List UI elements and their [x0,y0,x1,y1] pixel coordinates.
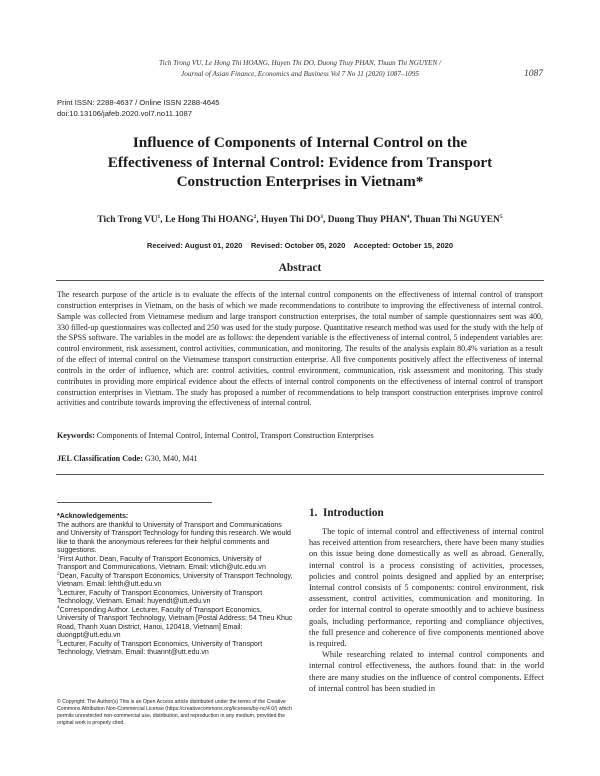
author-1: Tich Trong $VU^1$ [97,213,161,225]
running-head-authors: Tich Trong VU, Le Hong Thi HOANG, Huyen Thi DO, Duong Thuy PHAN, Thuan Thi NGUYEN / [158,59,442,67]
title-line-1: Influence of Components of Internal Control on the [132,134,468,151]
abstract-bottom-rule [56,474,544,475]
footnotes [57,513,293,658]
doi-line: doi:10.13106/jafeb.2020.vol7.no11.1087 [57,109,192,118]
submission-dates: Received: August 01, 2020 Revised: October 05, 2020 Accepted: October 15, 2020 [146,241,454,250]
acknowledgements-text: The authors are thankful to University of Transport and Communications and University of Transport Technology for funding this research. We would like to thank the anonymous referees for their helpful comments and suggestions. [57,521,291,554]
introduction-paragraph-2: While researching related to internal control components and internal control effectiveness, the authors found that: in the world there are many studies on the influence of control components. Effect of internal control has been studied in [309,650,544,693]
acknowledgements-heading: *Acknowledgements: [57,513,129,520]
abstract-top-rule [56,280,544,281]
copyright-notice: © Copyright: The Author(s) This is an Open Access article distributed under the terms of the Creative Commons Attribution Non-Commercial License (https://creativecommons.org/licenses/by-nc/4.0/) which permits unrestricted non-commercial use, distribution, and reproduction in any medium, provided the original work is properly cited. [57,699,292,726]
running-head-journal: Journal of Asian Finance, Economics and Business Vol 7 No 11 (2020) 1087–1095 [181,70,419,78]
jel-codes: G30, M40, M41 [144,454,198,463]
footnote-2: $^2$Dean, Faculty of Transport Economics, University of Transport Technology, Vietnam. Email: lehth@utt.edu.vn [57,571,293,588]
footnote-5: $^5$Lecturer, Faculty of Transport Economics, University of Transport Technology, Vietnam. Email: thuannt@utt.edu.vn [57,639,263,656]
author-2: Le Hong Thi HOANG$^2$ [164,213,257,225]
issn-block [57,97,220,119]
page-number: 1087 [524,69,543,79]
abstract-heading: Abstract [278,262,322,274]
author-3: Huyen Thi $DO^3$ [261,213,324,225]
issn-line: Print ISSN: 2288-4637 / Online ISSN 2288-4645 [57,98,220,107]
abstract-text: The research purpose of the article is to evaluate the effects of the internal control components on the effectiveness of internal control of transport construction enterprises in Vietnam, on the basis of which we made recommendations to contribute to improving the effectiveness of internal control. Sample was collected from Vietnamese medium and large transport construction enterprises, the total number of sample questionnaires sent was 400, 330 filled-up questionnaires was collected and 250 was used for the study purpose. Quantitative research method was used for the study with the help of the SPSS software. The variables in the model are as follows: the dependent variable is the effectiveness of internal control, 5 independent variables are: control environment, risk assessment, control activities, communication, and monitoring. The results of the analysis explain 80.4% variation as a result of the effect of internal control on the Vietnamese transport construction enterprise. All five components positively affect the effectiveness of internal controls in the order of influence, which are: control activities, control environment, communication, risk assessment and monitoring. This study contributes in providing more empirical evidence about the effects of internal control components on the effectiveness of internal control of transport construction enterprises in Vietnam. The study has proposed a number of recommendations to help transport construction enterprises improve control activities and contribute towards improving the effectiveness of internal control. [57,290,543,408]
keywords-line [57,431,374,440]
footnote-rule [57,502,212,503]
title-line-3: Construction Enterprises in Vietnam* [176,173,424,191]
keywords-label: Keywords: [57,431,95,440]
running-head [60,58,540,80]
jel-label: JEL Classification Code: [57,454,143,463]
introduction-paragraph-1: The topic of internal control and effectiveness of internal control has received attention from researchers, there have been many studies on this issue being done domestically as well as abroad. Generally, internal control is a process consisting of activities, processes, policies and control points designed and applied by an enterprise; Internal control consists of 5 components: control environment, risk assessment, control activities, communication and monitoring. In order for internal control to operate smoothly and to achieve business goals, including performance, reporting and compliance objectives, the full presence and coherence of five components mentioned above is required. [309,527,544,649]
author-5: Thuan Thi NGUYEN$^5$ [414,213,503,225]
author-4: Duong Thuy PHAN$^4$ [327,213,410,225]
footnote-3: $^3$Lecturer, Faculty of Transport Economics, University of Transport Technology, Vietnam. Email: huyendt@utt.edu.vn [57,588,263,605]
jel-line [57,454,198,463]
keywords-text: Components of Internal Control, Internal Control, Transport Construction Enterprises [96,431,374,440]
footnote-1: $^1$First Author. Dean, Faculty of Transport Economics, University of Transport and Communications, Vietnam. Email: vtlich@utc.edu.vn [57,554,266,571]
author-list: Tich Trong $VU^1$, Le Hong Thi HOANG$^2$, Huyen Thi $DO^3$, Duong Thuy PHAN$^4$, Thuan Thi NGUYEN$^5$ [97,213,503,225]
introduction-body [309,526,544,694]
paper-title [60,133,540,192]
footnote-4: $^4$Corresponding Author. Lecturer, Faculty of Transport Economics, University of Transport Technology, Vietnam [Postal Address: 54 Trieu Khuc Road, Thanh Xuan District, Hanoi, 120418, Vietnam] Email: duongpt@utt.edu.vn [57,605,293,639]
title-line-2: Effectiveness of Internal Control: Evidence from Transport [107,153,493,171]
introduction-heading: 1. Introduction [309,507,384,519]
